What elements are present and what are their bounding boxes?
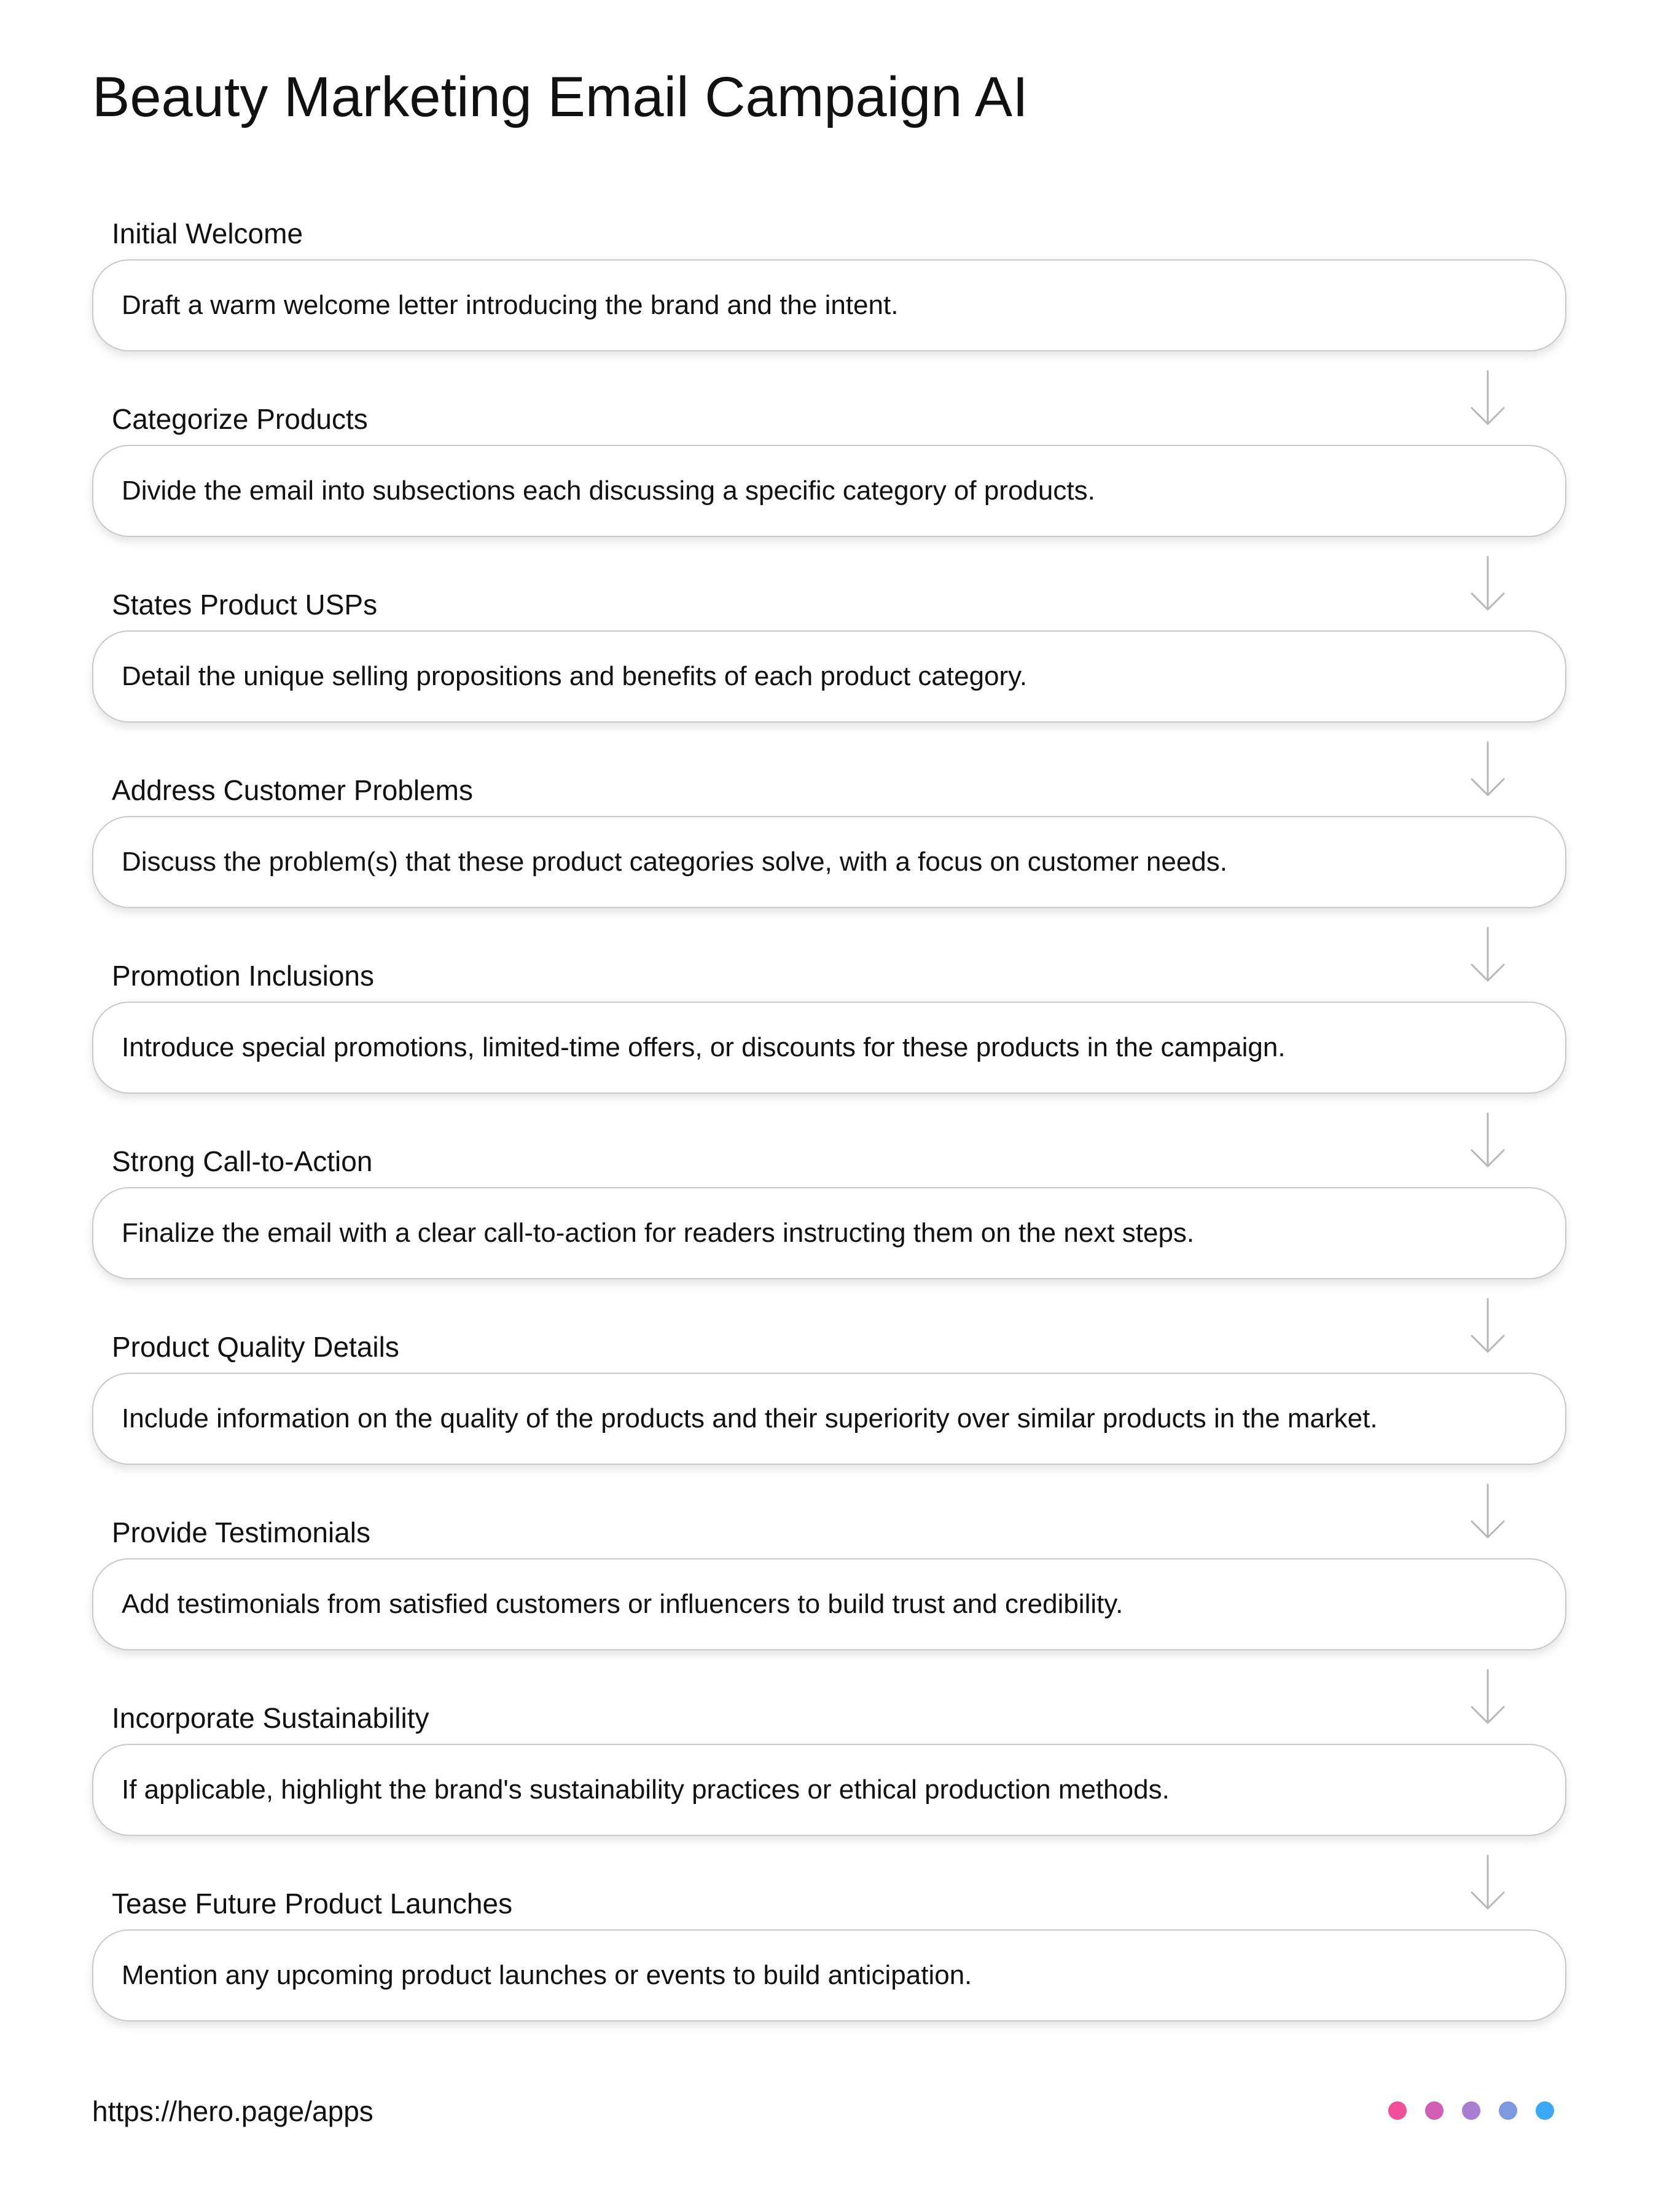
step-label: Tease Future Product Launches	[112, 1888, 513, 1920]
step-box	[92, 1002, 1566, 1094]
footer-url: https://hero.page/apps	[92, 2095, 373, 2127]
step-product-usps	[92, 587, 1566, 773]
step-box	[92, 630, 1566, 723]
footer-dots	[1388, 2101, 1554, 2120]
step-label: Incorporate Sustainability	[112, 1702, 429, 1734]
step-promotion-inclusions	[92, 959, 1566, 1144]
step-label: Provide Testimonials	[112, 1516, 371, 1548]
dot-icon	[1462, 2101, 1480, 2120]
dot-icon	[1388, 2101, 1407, 2120]
dot-icon	[1536, 2101, 1554, 2120]
step-label: Initial Welcome	[112, 218, 303, 249]
step-text: If applicable, highlight the brand's sustainability practices or ethical production methods.	[122, 1774, 1170, 1805]
step-text: Mention any upcoming product launches or events to build anticipation.	[122, 1959, 972, 1990]
step-text: Introduce special promotions, limited-time offers, or discounts for these products in the campaign.	[122, 1032, 1286, 1062]
dot-icon	[1425, 2101, 1444, 2120]
step-box	[92, 816, 1566, 908]
step-text: Add testimonials from satisfied customers or influencers to build trust and credibility.	[122, 1588, 1123, 1619]
page-title: Beauty Marketing Email Campaign AI	[92, 66, 1028, 128]
step-label: Address Customer Problems	[112, 774, 473, 806]
step-call-to-action	[92, 1144, 1566, 1330]
step-label: Product Quality Details	[112, 1331, 399, 1363]
step-sustainability	[92, 1701, 1566, 1886]
steps-list	[92, 216, 1566, 2072]
step-text: Finalize the email with a clear call-to-action for readers instructing them on the next steps.	[122, 1217, 1195, 1248]
step-box	[92, 1373, 1566, 1465]
step-text: Detail the unique selling propositions and benefits of each product category.	[122, 661, 1028, 691]
step-box	[92, 1558, 1566, 1650]
step-categorize-products	[92, 402, 1566, 587]
step-label: Categorize Products	[112, 403, 368, 435]
step-box	[92, 1187, 1566, 1279]
step-initial-welcome	[92, 216, 1566, 402]
step-text: Include information on the quality of the products and their superiority over similar products in the market.	[122, 1403, 1378, 1433]
step-text: Discuss the problem(s) that these product categories solve, with a focus on customer needs.	[122, 846, 1227, 877]
step-label: Strong Call-to-Action	[112, 1145, 373, 1177]
step-box	[92, 1929, 1566, 2022]
step-label: Promotion Inclusions	[112, 960, 374, 992]
step-product-quality	[92, 1330, 1566, 1515]
step-label: States Product USPs	[112, 589, 378, 621]
step-future-launches	[92, 1886, 1566, 2072]
step-text: Divide the email into subsections each discussing a specific category of products.	[122, 475, 1095, 506]
step-box	[92, 445, 1566, 537]
step-box	[92, 259, 1566, 351]
step-text: Draft a warm welcome letter introducing the brand and the intent.	[122, 289, 899, 320]
step-testimonials	[92, 1515, 1566, 1701]
step-customer-problems	[92, 773, 1566, 959]
step-box	[92, 1744, 1566, 1836]
dot-icon	[1499, 2101, 1517, 2120]
